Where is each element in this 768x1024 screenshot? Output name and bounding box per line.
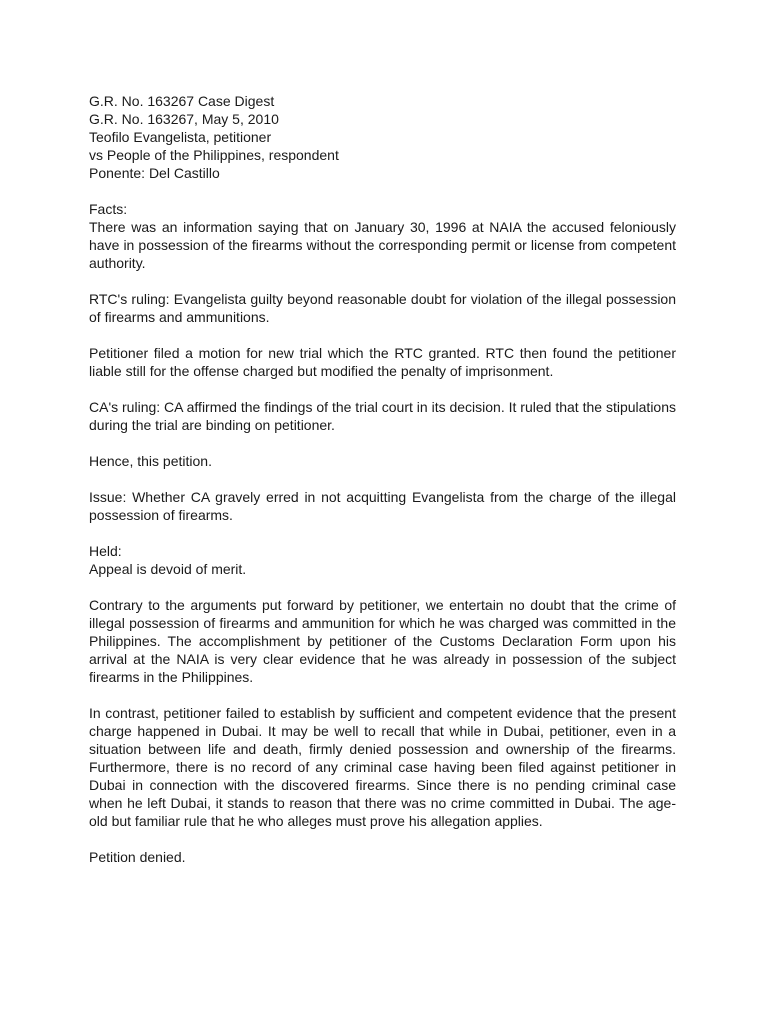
case-title: G.R. No. 163267 Case Digest bbox=[89, 93, 275, 109]
issue-paragraph: Issue: Whether CA gravely erred in not acquitting Evangelista from the charge of the illegal possession of firearms. bbox=[89, 489, 676, 523]
contrary-paragraph: Contrary to the arguments put forward by petitioner, we entertain no doubt that the crime of illegal possession of firearms and ammunition for which he was charged was committed in the Philippines. The accomplishment by petitioner of the Customs Declaration Form upon his arrival at the NAIA is very clear evidence that he was already in possession of the subject firearms in the Philippines. bbox=[89, 597, 676, 685]
ponente-line: Ponente: Del Castillo bbox=[89, 165, 220, 181]
held-section bbox=[89, 542, 676, 578]
hence-paragraph: Hence, this petition. bbox=[89, 453, 212, 469]
facts-heading: Facts: bbox=[89, 201, 128, 217]
in-contrast-paragraph: In contrast, petitioner failed to establish by sufficient and competent evidence that the present charge happened in Dubai. It may be well to recall that while in Dubai, petitioner, even in a situation between life and death, firmly denied possession and ownership of the firearms. Furthermore, there is no record of any criminal case having been filed against petitioner in Dubai in connection with the discovered firearms. Since there is no pending criminal case when he left Dubai, it stands to reason that there was no crime committed in Dubai. The age-old but familiar rule that he who alleges must prove his allegation applies. bbox=[89, 705, 676, 829]
case-header bbox=[89, 92, 676, 182]
facts-text: There was an information saying that on January 30, 1996 at NAIA the accused feloniously have in possession of the firearms without the corresponding permit or license from competent authority. bbox=[89, 219, 676, 271]
held-text: Appeal is devoid of merit. bbox=[89, 561, 247, 577]
case-digest-page bbox=[89, 92, 676, 866]
facts-section bbox=[89, 200, 676, 272]
new-trial-paragraph: Petitioner filed a motion for new trial which the RTC granted. RTC then found the petitioner liable still for the offense charged but modified the penalty of imprisonment. bbox=[89, 345, 676, 379]
rtc-ruling-paragraph: RTC's ruling: Evangelista guilty beyond reasonable doubt for violation of the illegal possession of firearms and ammunitions. bbox=[89, 291, 676, 325]
respondent-line: vs People of the Philippines, respondent bbox=[89, 147, 339, 163]
petitioner-line: Teofilo Evangelista, petitioner bbox=[89, 129, 272, 145]
case-number-date: G.R. No. 163267, May 5, 2010 bbox=[89, 111, 279, 127]
ca-ruling-paragraph: CA's ruling: CA affirmed the findings of the trial court in its decision. It ruled that the stipulations during the trial are binding on petitioner. bbox=[89, 399, 676, 433]
held-heading: Held: bbox=[89, 543, 122, 559]
disposition-paragraph: Petition denied. bbox=[89, 849, 186, 865]
